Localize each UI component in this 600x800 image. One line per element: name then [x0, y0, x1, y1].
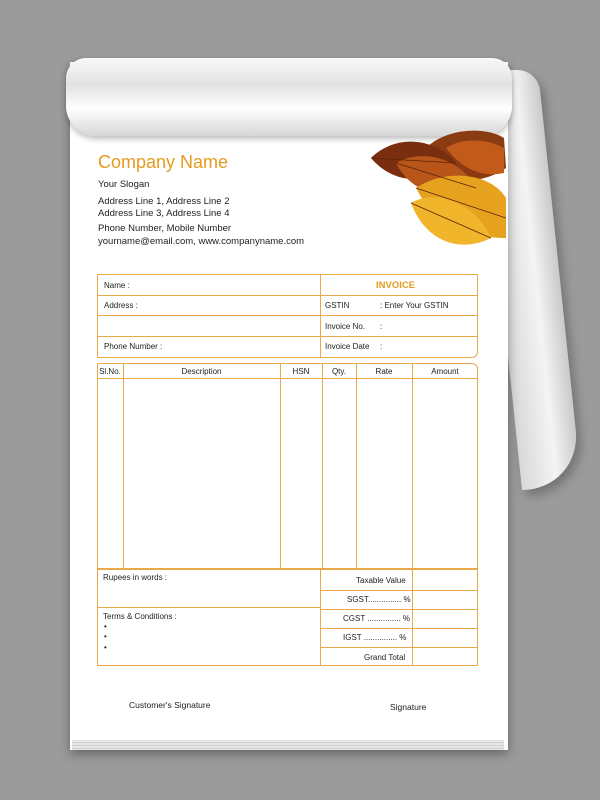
pad-edge: [72, 740, 504, 750]
column-header-description: Description: [181, 367, 222, 376]
terms-label: Terms & Conditions :: [103, 612, 177, 621]
info-row-line: [97, 315, 478, 316]
invoice-date-label: Invoice Date: [325, 342, 370, 351]
summary-row-line: [320, 628, 478, 629]
info-row-line: [97, 336, 478, 337]
summary-left-line: [97, 607, 320, 608]
column-divider: [322, 363, 323, 569]
taxable-value-label: Taxable Value: [356, 576, 406, 585]
info-row-line: [97, 295, 478, 296]
summary-row-line: [320, 647, 478, 648]
summary-row-line: [320, 590, 478, 591]
company-phone: Phone Number, Mobile Number: [98, 223, 232, 234]
igst-label: IGST ............... %: [343, 633, 407, 642]
summary-divider: [320, 569, 321, 666]
table-header-line: [97, 378, 478, 379]
column-header-qty: Qty.: [331, 367, 347, 376]
column-header-rate: Rate: [375, 367, 393, 376]
column-divider: [123, 363, 124, 569]
autumn-leaves-icon: [366, 128, 506, 250]
gstin-label: GSTIN: [325, 301, 350, 310]
column-header-amount: Amount: [431, 367, 459, 376]
items-table: [97, 363, 478, 569]
invoice-no-label: Invoice No.: [325, 322, 366, 331]
address-line-2: Address Line 3, Address Line 4: [98, 208, 230, 219]
gstin-value: : Enter Your GSTIN: [380, 301, 449, 310]
terms-bullet: •: [104, 643, 107, 652]
column-header-slno: Sl.No.: [99, 367, 121, 376]
terms-bullet: •: [104, 632, 107, 641]
column-divider: [412, 363, 413, 569]
rolled-page-top: [66, 58, 512, 136]
signature-label: Signature: [390, 702, 427, 712]
invoice-title: INVOICE: [376, 280, 416, 291]
grand-total-label: Grand Total: [364, 653, 406, 662]
name-label: Name :: [104, 281, 130, 290]
phone-label: Phone Number :: [104, 342, 163, 351]
info-divider: [320, 274, 321, 358]
company-email-web: yourname@email.com, www.companyname.com: [98, 236, 305, 247]
rupees-in-words-label: Rupees in words :: [103, 573, 168, 582]
summary-divider: [412, 569, 413, 666]
invoice-no-value: :: [380, 322, 383, 331]
invoice-date-value: :: [380, 342, 383, 351]
address-label: Address :: [104, 301, 138, 310]
column-divider: [356, 363, 357, 569]
column-divider: [280, 363, 281, 569]
company-name: Company Name: [98, 152, 229, 172]
customer-signature-label: Customer's Signature: [129, 700, 211, 710]
terms-bullet: •: [104, 622, 107, 631]
column-header-hsn: HSN: [292, 367, 310, 376]
sgst-label: SGST............... %: [347, 595, 411, 604]
company-slogan: Your Slogan: [98, 179, 150, 190]
summary-row-line: [320, 609, 478, 610]
cgst-label: CGST ............... %: [343, 614, 410, 623]
address-line-1: Address Line 1, Address Line 2: [98, 196, 230, 207]
